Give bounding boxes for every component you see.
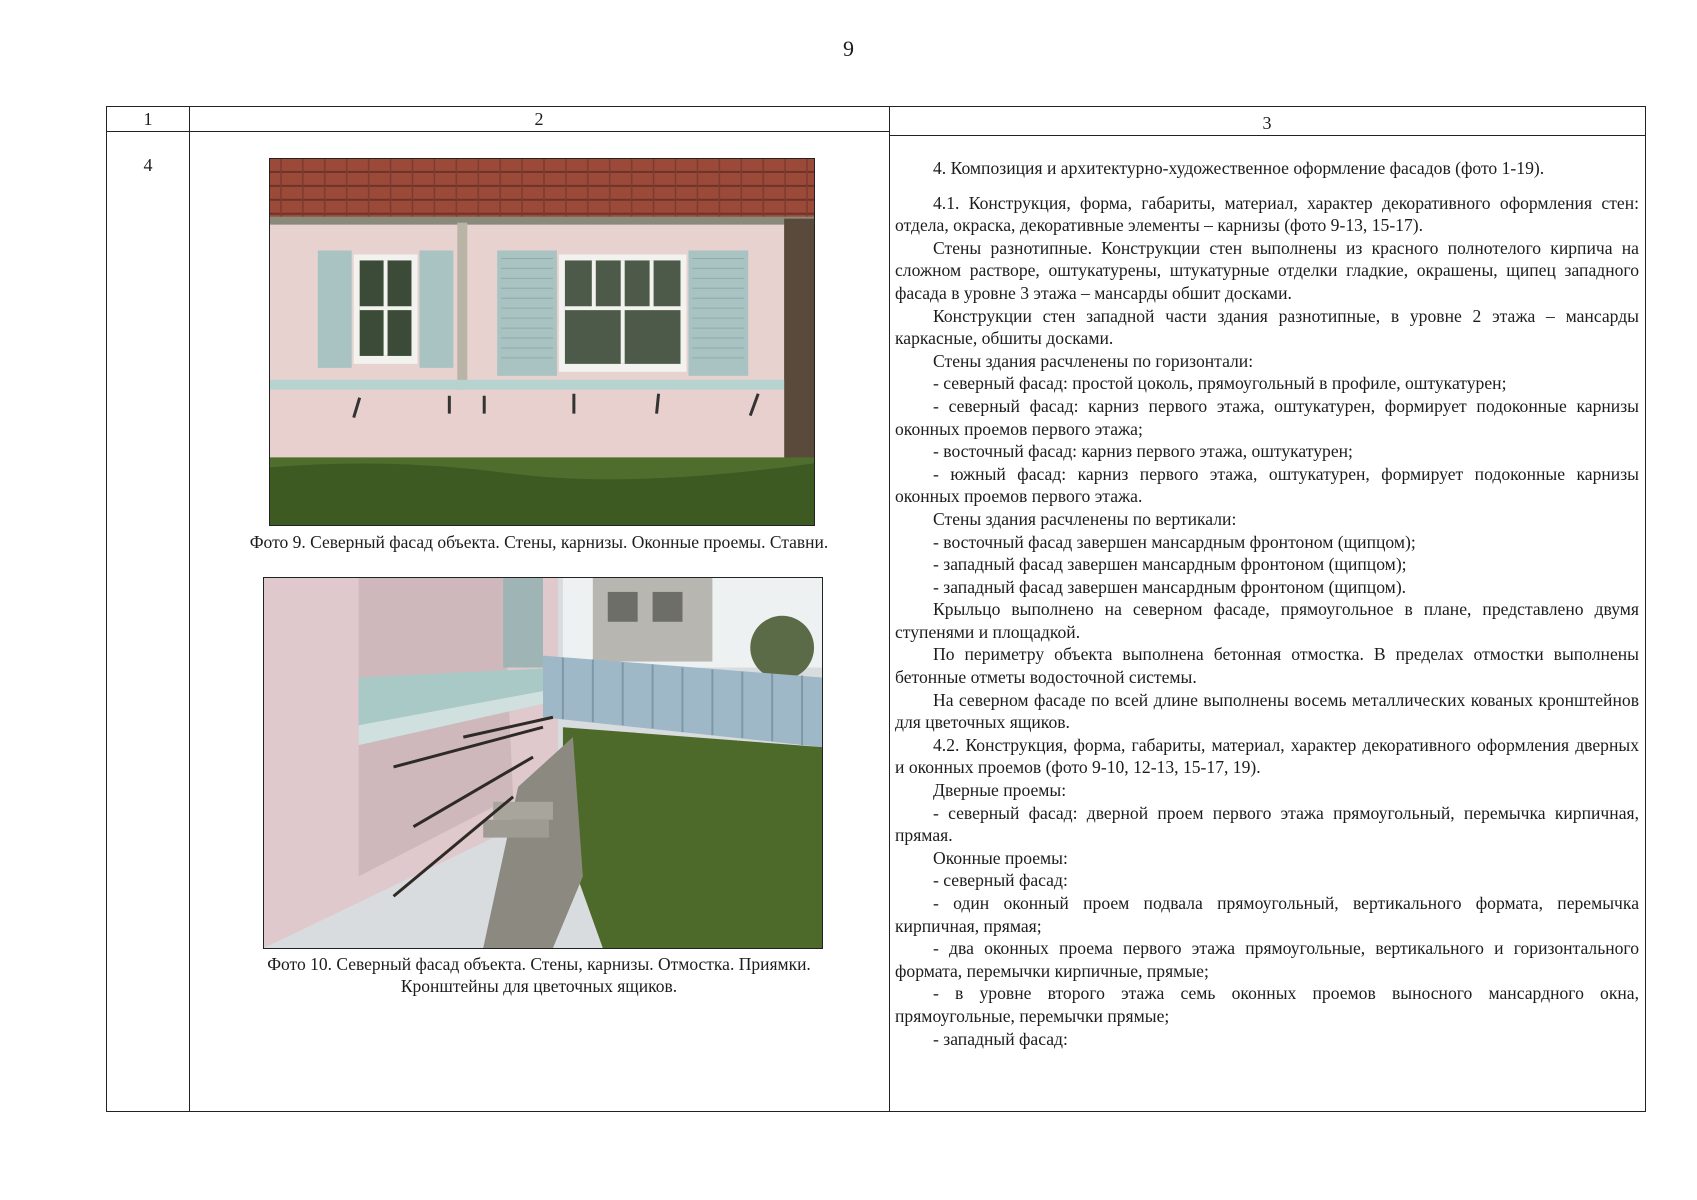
list-item: - один оконный проем подвала прямоугольный, вертикального формата, перемычка кирпичная, прямая; bbox=[895, 893, 1639, 936]
list-item: - северный фасад: дверной проем первого этажа прямоугольный, перемычка кирпичная, прямая. bbox=[895, 802, 1639, 846]
paragraph: Стены здания расчленены по вертикали: bbox=[933, 508, 1237, 529]
paragraph: Крыльцо выполнено на северном фасаде, прямоугольное в плане, представлено двумя ступенями и площадкой. bbox=[895, 599, 1639, 642]
list-item: - в уровне второго этажа семь оконных проемов выносного мансардного окна, прямоугольные, перемычки прямые; bbox=[895, 983, 1639, 1026]
list-item: - западный фасад завершен мансардным фронтоном (щипцом); bbox=[933, 554, 1407, 575]
paragraph: Конструкции стен западной части здания разнотипные, в уровне 2 этажа – мансарды каркасные, обшиты досками. bbox=[895, 305, 1639, 349]
list-item: - восточный фасад: карниз первого этажа, оштукатурен; bbox=[933, 441, 1353, 462]
list-item: - восточный фасад завершен мансардным фронтоном (щипцом); bbox=[933, 531, 1416, 552]
photo-9-north-facade bbox=[269, 158, 815, 526]
list-item: - западный фасад: bbox=[933, 1028, 1068, 1049]
paragraph: На северном фасаде по всей длине выполнены восемь металлических кованых кронштейнов для цветочных ящиков. bbox=[895, 689, 1639, 733]
paragraph: Стены здания расчленены по горизонтали: bbox=[933, 350, 1254, 371]
photo-10-caption bbox=[189, 953, 889, 997]
photo-9-caption: Фото 9. Северный фасад объекта. Стены, карнизы. Оконные проемы. Ставни. bbox=[249, 532, 829, 552]
description-text bbox=[895, 157, 1639, 1050]
photo-10-north-facade bbox=[263, 577, 823, 949]
column-header-1: 1 bbox=[143, 109, 153, 129]
paragraph: 4.1. Конструкция, форма, габариты, материал, характер декоративного оформления стен: отдела, окраска, декоративные элементы – карнизы (фото 9-13, 15-17). bbox=[895, 192, 1639, 236]
list-item: - северный фасад: простой цоколь, прямоугольный в профиле, оштукатурен; bbox=[933, 373, 1507, 394]
photo-10-caption-line-1: Фото 10. Северный фасад объекта. Стены, карнизы. Отмостка. Приямки. bbox=[267, 954, 811, 974]
paragraph: Оконные проемы: bbox=[933, 847, 1068, 868]
photo-10-caption-line-2: Кронштейны для цветочных ящиков. bbox=[400, 976, 678, 996]
column-divider bbox=[889, 107, 890, 1111]
page-number: 9 bbox=[843, 36, 854, 61]
list-item: - северный фасад: bbox=[933, 870, 1068, 891]
header-divider bbox=[107, 131, 889, 132]
paragraph: По периметру объекта выполнена бетонная отмостка. В пределах отмостки выполнены бетонные отметы водосточной системы. bbox=[895, 644, 1639, 688]
section-heading: 4. Композиция и архитектурно-художественное оформление фасадов (фото 1-19). bbox=[933, 158, 1545, 178]
document-table bbox=[106, 106, 1646, 1112]
list-item: - два оконных проема первого этажа прямоугольные, вертикального и горизонтального формата, перемычки кирпичные, прямые; bbox=[895, 938, 1639, 981]
list-item: - западный фасад завершен мансардным фронтоном (щипцом). bbox=[933, 576, 1407, 597]
row-number: 4 bbox=[143, 155, 153, 175]
column-header-2: 2 bbox=[534, 109, 544, 129]
paragraph: Стены разнотипные. Конструкции стен выполнены из красного полнотелого кирпича на сложном растворе, оштукатурены, штукатурные отделки гладкие, окрашены, щипец западного фасада в уровне 3 этажа – мансарды обшит досками. bbox=[895, 237, 1639, 303]
list-item: - северный фасад: карниз первого этажа, оштукатурен, формирует подоконные карнизы оконных проемов первого этажа; bbox=[895, 395, 1639, 439]
column-header-3: 3 bbox=[1262, 113, 1272, 133]
paragraph: Дверные проемы: bbox=[933, 780, 1067, 801]
list-item: - южный фасад: карниз первого этажа, оштукатурен, формирует подоконные карнизы оконных проемов первого этажа. bbox=[895, 463, 1639, 507]
header-divider bbox=[889, 135, 1645, 136]
paragraph: 4.2. Конструкция, форма, габариты, материал, характер декоративного оформления дверных и оконных проемов (фото 9-10, 12-13, 15-17, 19). bbox=[895, 734, 1639, 778]
